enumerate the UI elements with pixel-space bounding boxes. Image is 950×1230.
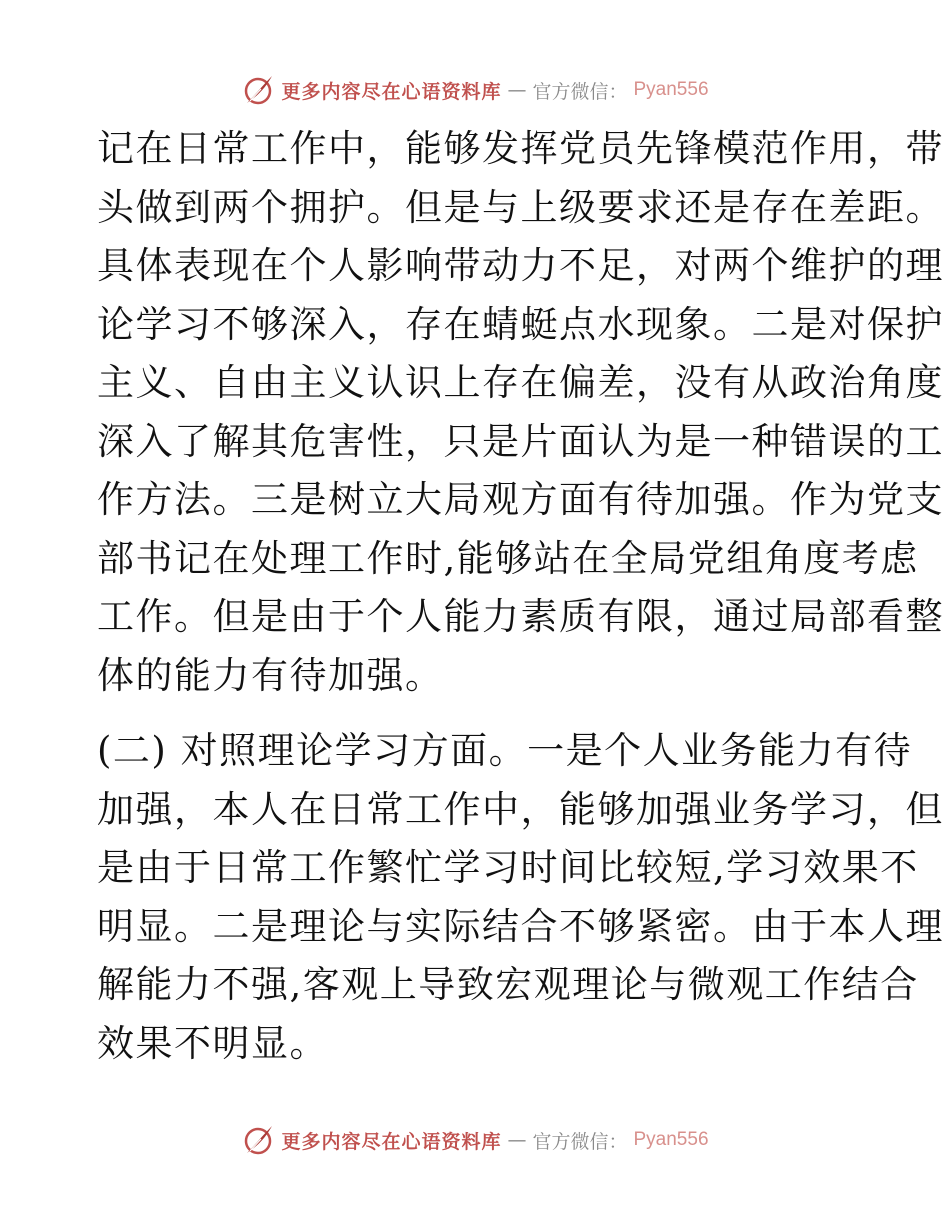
feather-pen-logo-icon (241, 1123, 275, 1157)
text-line: 解能力不强,客观上导致宏观理论与微观工作结合 (97, 963, 919, 1006)
text-line: 加强，本人在日常工作中，能够加强业务学习，但 (97, 787, 944, 831)
text-line: 是由于日常工作繁忙学习时间比较短,学习效果不 (97, 846, 919, 889)
text-line: 作方法。三是树立大局观方面有待加强。作为党支 (97, 478, 944, 521)
text-line: 效果不明显。 (97, 1021, 328, 1065)
banner-wechat-id: Pyan556 (633, 79, 709, 100)
text-line: 部书记在处理工作时,能够站在全局党组角度考虑 (97, 536, 919, 580)
paragraph (97, 120, 944, 705)
banner-dash: — (507, 79, 527, 101)
footer-banner (0, 1120, 950, 1160)
paragraph (97, 722, 944, 1073)
banner-text: 更多内容尽在心语资料库 (281, 1130, 502, 1153)
paragraph-spacer (97, 705, 853, 722)
text-line: 深入了解其危害性，只是片面认为是一种错误的工 (97, 419, 944, 463)
banner-wechat-label: 官方微信： (532, 1130, 628, 1153)
text-line: 记在日常工作中，能够发挥党员先锋模范作用，带 (97, 127, 944, 170)
text-line: 头做到两个拥护。但是与上级要求还是存在差距。 (97, 185, 944, 229)
document-body (97, 120, 944, 1073)
text-line: 具体表现在个人影响带动力不足，对两个维护的理 (97, 244, 944, 287)
text-line: 明显。二是理论与实际结合不够紧密。由于本人理 (97, 904, 944, 948)
feather-pen-logo-icon (241, 73, 275, 107)
banner-text: 更多内容尽在心语资料库 (281, 80, 502, 103)
banner-wechat-label: 官方微信： (532, 80, 628, 103)
text-line: (二) 对照理论学习方面。一是个人业务能力有待 (97, 729, 913, 772)
text-line: 工作。但是由于个人能力素质有限，通过局部看整 (97, 595, 944, 638)
banner-dash: — (507, 1129, 527, 1151)
banner-wechat-id: Pyan556 (633, 1129, 709, 1150)
header-banner (0, 70, 950, 110)
text-line: 论学习不够深入，存在蜻蜓点水现象。二是对保护 (97, 302, 944, 346)
text-line: 体的能力有待加强。 (97, 653, 444, 697)
text-line: 主义、自由主义认识上存在偏差，没有从政治角度 (97, 361, 944, 404)
